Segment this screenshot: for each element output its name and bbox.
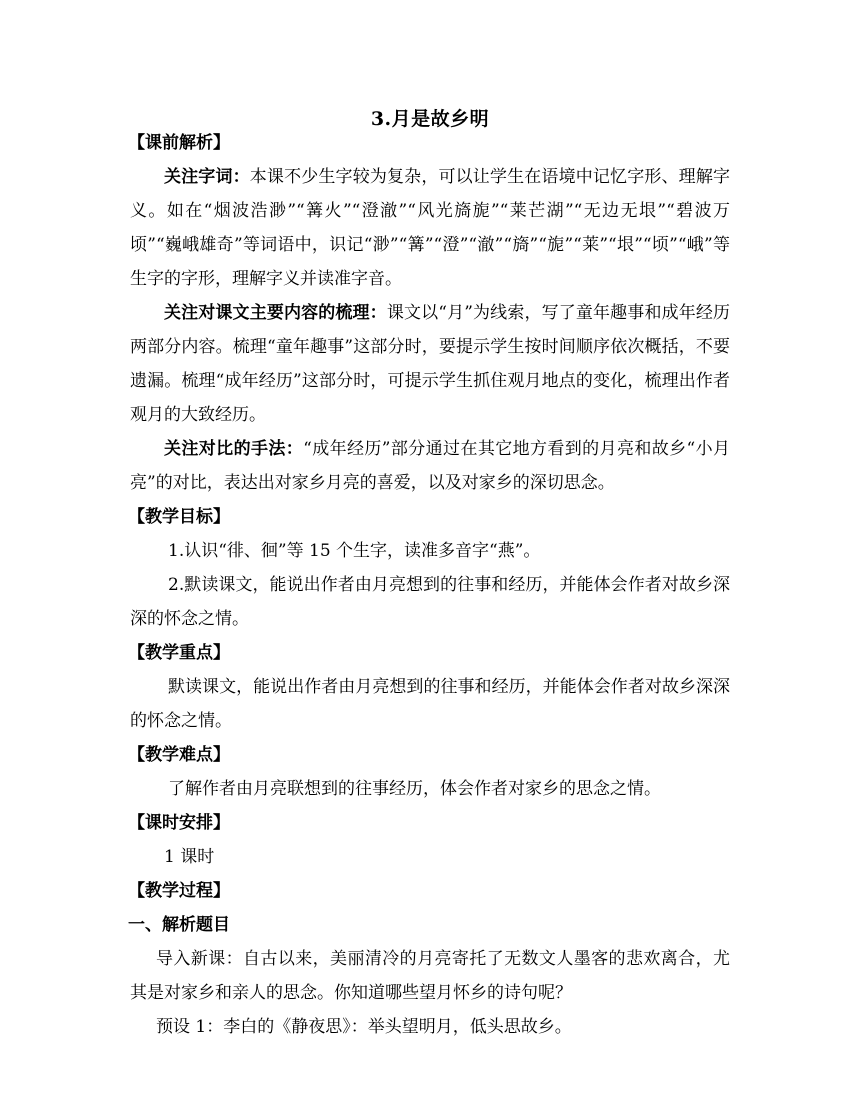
paragraph-contrast-focus-text: “成年经历”部分通过在其它地方看到的月亮和故乡“小月亮”的对比，表达出对家乡月亮的喜爱，以及对家乡的深切思念。 (130, 439, 731, 493)
paragraph-word-focus (130, 160, 730, 296)
paragraph-word-focus-label: 关注字词： (164, 167, 250, 187)
goal-item-2: 2.默读课文，能说出作者由月亮想到的往事和经历，并能体会作者对故乡深深的怀念之情。 (130, 575, 730, 629)
heading-process: 【教学过程】 (128, 881, 230, 901)
paragraph-content-focus-label: 关注对课文主要内容的梳理： (164, 303, 387, 323)
heading-schedule: 【课时安排】 (128, 813, 230, 833)
document-body (130, 126, 730, 1044)
goal-item-1: 1.认识“徘、徊”等 15 个生字，读准多音字“燕”。 (168, 541, 541, 561)
paragraph-content-focus-text: 课文以“月”为线索，写了童年趣事和成年经历两部分内容。梳理“童年趣事”这部分时，要提示学生按时间顺序依次概括，不要遗漏。梳理“成年经历”这部分时，可提示学生抓住观月地点的变化，梳理出作者观月的大致经历。 (130, 303, 731, 425)
difficulties-text: 了解作者由月亮联想到的往事经历，体会作者对家乡的思念之情。 (168, 779, 661, 799)
paragraph-contrast-focus-label: 关注对比的手法： (164, 439, 304, 459)
process-preset-1: 预设 1：李白的《静夜思》：举头望明月，低头思故乡。 (156, 1017, 572, 1037)
schedule-text: 1 课时 (164, 847, 215, 867)
paragraph-word-focus-text: 本课不少生字较为复杂，可以让学生在语境中记忆字形、理解字义。如在“烟波浩渺”“篝火”“澄澈”“风光旖旎”“莱芒湖”“无边无垠”“碧波万顷”“巍峨雄奇”等词语中，识记“渺”“篝”“澄”“澈”“旖”“旎”“莱”“垠”“顷”“峨”等生字的字形，理解字义并读准字音。 (130, 167, 730, 289)
lesson-title: 3.月是故乡明 (370, 108, 490, 130)
heading-pre-analysis: 【课前解析】 (128, 133, 230, 153)
paragraph-content-focus (130, 296, 730, 432)
key-points-text: 默读课文，能说出作者由月亮想到的往事和经历，并能体会作者对故乡深深的怀念之情。 (130, 677, 730, 731)
paragraph-contrast-focus (130, 432, 730, 500)
subheading-analyze-title: 一、解析题目 (128, 915, 230, 935)
process-intro-paragraph: 导入新课：自古以来，美丽清冷的月亮寄托了无数文人墨客的悲欢离合，尤其是对家乡和亲人的思念。你知道哪些望月怀乡的诗句呢？ (130, 949, 730, 1003)
heading-difficulties: 【教学难点】 (128, 745, 230, 765)
heading-key-points: 【教学重点】 (128, 643, 230, 663)
heading-goals: 【教学目标】 (128, 507, 230, 527)
